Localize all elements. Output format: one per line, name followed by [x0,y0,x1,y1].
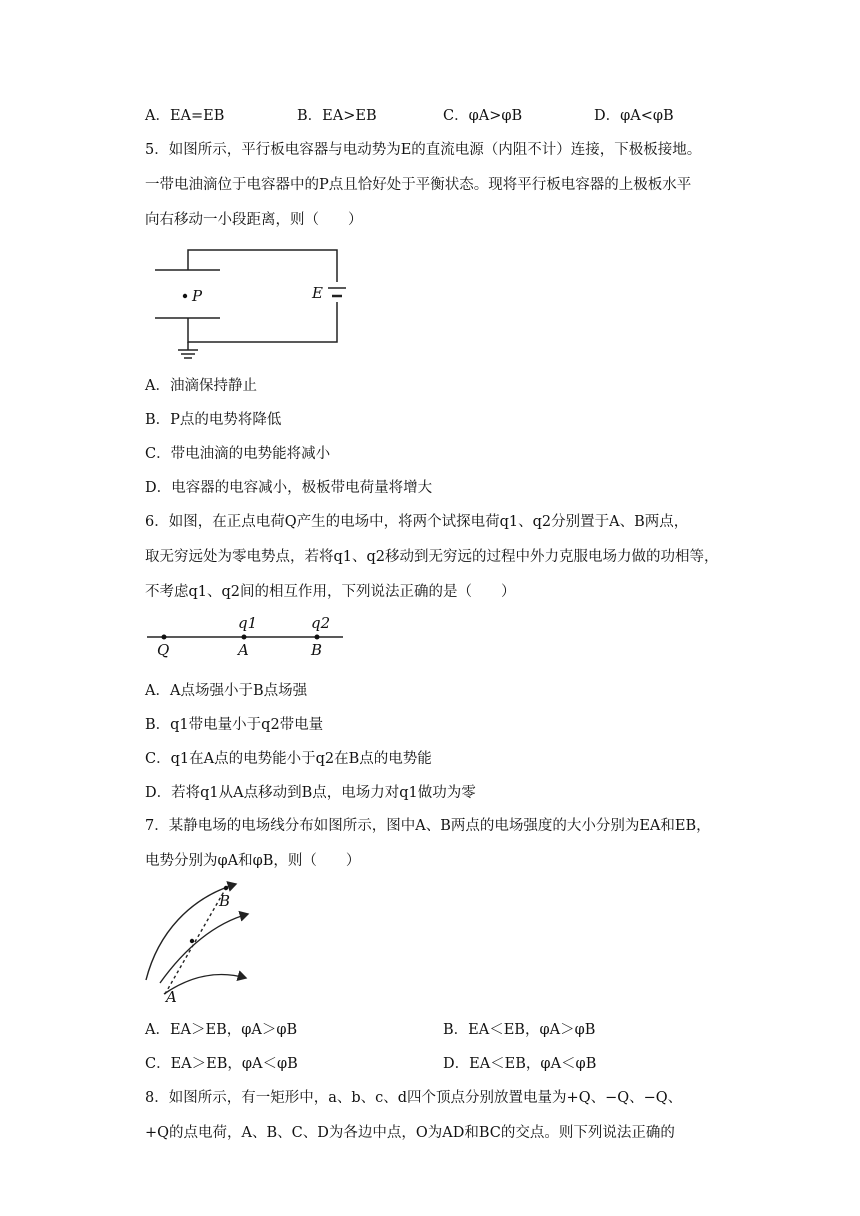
q5-stem-line-1: 5．如图所示，平行板电容器与电动势为E的直流电源（内阻不计）连接，下极板接地。 [145,142,702,158]
q7-option-c: C．EA＞EB，φA＜φB [145,1056,298,1072]
q5-option-a: A．油滴保持静止 [145,378,257,394]
label-e: E [312,284,323,302]
q7-option-a: A．EA＞EB，φA＞φB [145,1022,298,1038]
q4-option-c: C．φA>φB [443,108,523,124]
charge-q-dot [162,635,167,640]
point-p-dot [183,294,187,298]
middle-intersection-dot [190,939,194,943]
q6-stem-line-3: 不考虑q1、q2间的相互作用，下列说法正确的是（ ） [145,584,516,600]
q5-option-c: C．带电油滴的电势能将减小 [145,446,331,462]
label-a: A [166,988,177,1006]
q6-charges-line-figure [145,610,355,660]
point-a-dot [242,635,247,640]
label-a: A [238,641,249,659]
q6-option-c: C．q1在A点的电势能小于q2在B点的电势能 [145,751,432,767]
q6-option-a: A．A点场强小于B点场强 [145,683,308,699]
q7-field-lines-figure [140,878,280,1006]
q5-option-d: D．电容器的电容减小，极板带电荷量将增大 [145,480,433,496]
q5-option-b: B．P点的电势将降低 [145,412,282,428]
label-b: B [311,641,323,659]
label-b: B [219,892,231,910]
q7-stem-line-1: 7．某静电场的电场线分布如图所示，图中A、B两点的电场强度的大小分别为EA和EB， [145,818,711,834]
label-q2: q2 [311,614,331,632]
q7-option-b: B．EA＜EB，φA＞φB [443,1022,596,1038]
q4-option-b: B．EA>EB [297,108,377,124]
point-b-dot [315,635,320,640]
q6-stem-line-2: 取无穷远处为零电势点，若将q1、q2移动到无穷远的过程中外力克服电场力做的功相等， [145,549,719,565]
label-p: P [192,287,203,305]
q8-stem-line-1: 8．如图所示，有一矩形中，a、b、c、d四个顶点分别放置电量为+Q、−Q、−Q、 [145,1090,683,1106]
q5-stem-line-3: 向右移动一小段距离，则（ ） [145,212,363,228]
q7-option-d: D．EA＜EB，φA＜φB [443,1056,597,1072]
q4-option-d: D．φA<φB [594,108,674,124]
q6-option-b: B．q1带电量小于q2带电量 [145,717,324,733]
q4-option-a: A．EA=EB [145,108,225,124]
q6-option-d: D．若将q1从A点移动到B点，电场力对q1做功为零 [145,785,476,801]
label-q: Q [157,641,170,659]
q6-stem-line-1: 6．如图，在正点电荷Q产生的电场中，将两个试探电荷q1、q2分别置于A、B两点， [145,514,689,530]
q5-capacitor-circuit-figure [140,240,360,365]
label-q1: q1 [238,614,258,632]
q5-stem-line-2: 一带电油滴位于电容器中的P点且恰好处于平衡状态。现将平行板电容器的上极板水平 [145,177,692,193]
point-b-dot [224,886,228,890]
q8-stem-line-2: +Q的点电荷，A、B、C、D为各边中点，O为AD和BC的交点。则下列说法正确的 [145,1125,675,1141]
q7-stem-line-2: 电势分别为φA和φB，则（ ） [145,853,361,869]
